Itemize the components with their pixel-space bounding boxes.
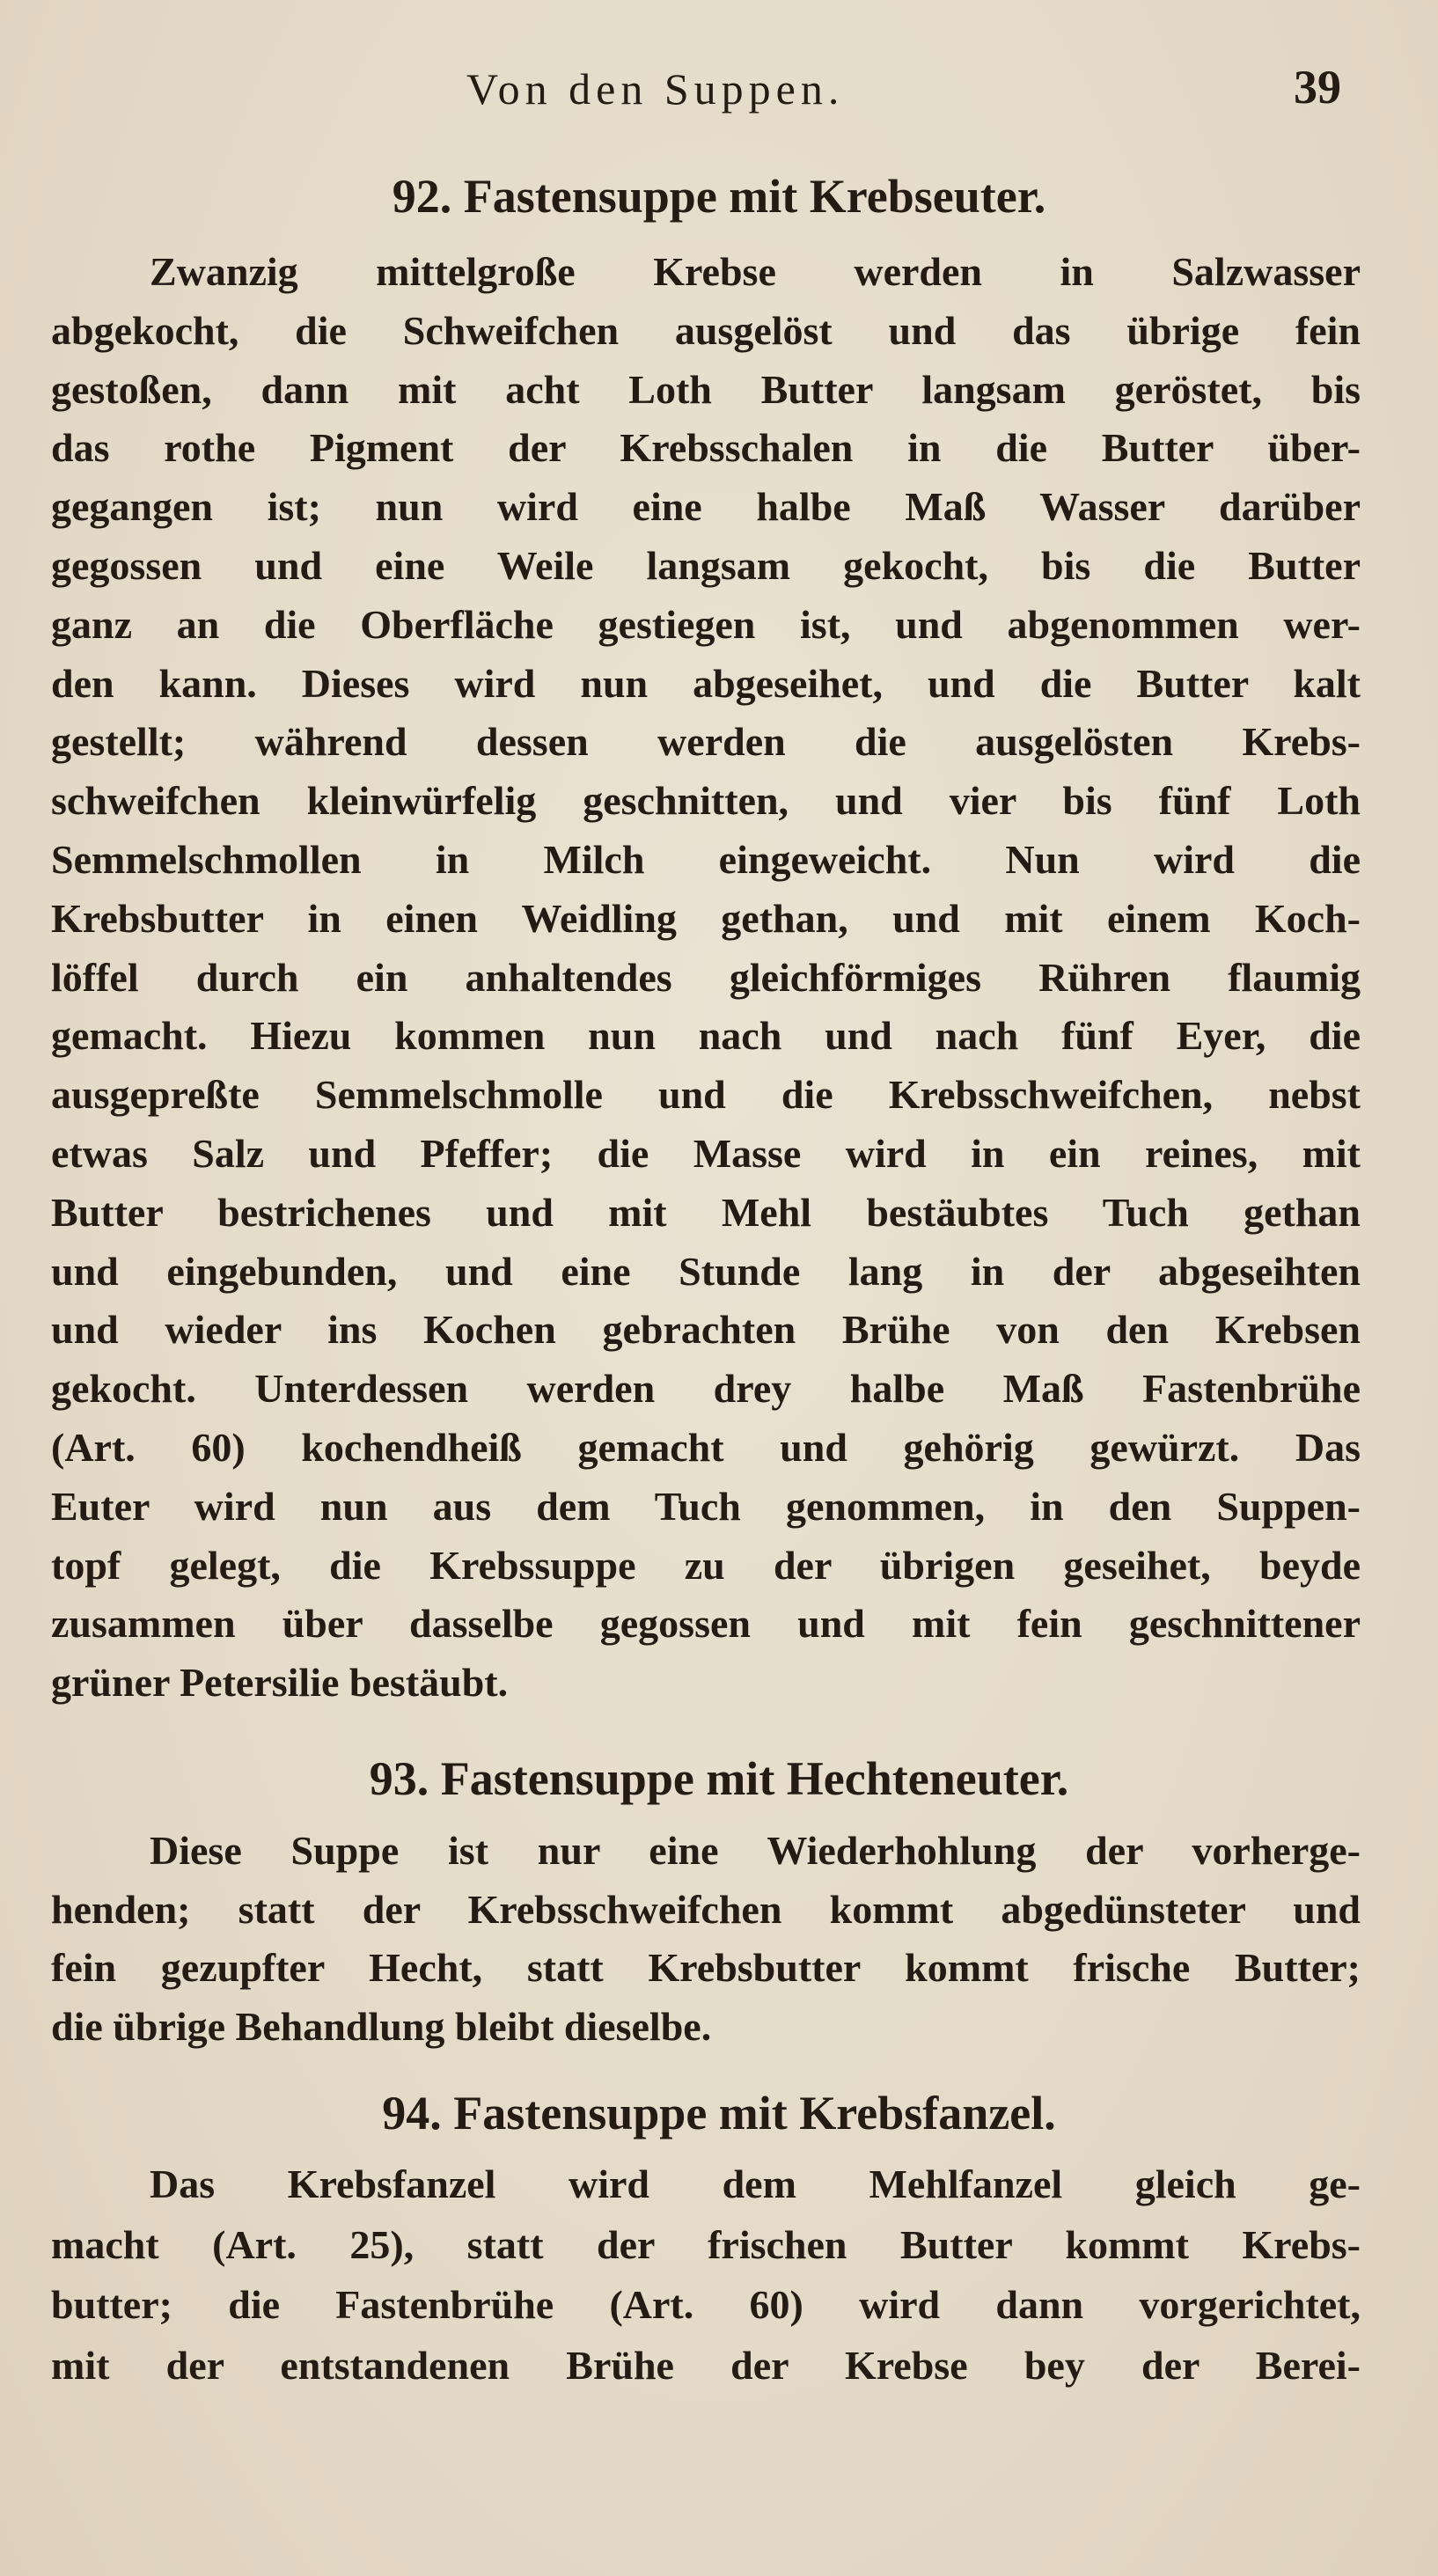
text-line: gegossen und eine Weile langsam gekocht, bis die Butter <box>51 543 1361 588</box>
text-line: macht (Art. 25), statt der frischen Butter kommt Krebs- <box>51 2221 1361 2267</box>
section-heading: 92. Fastensuppe mit Krebseuter. <box>392 170 1046 223</box>
text-line: ganz an die Oberfläche gestiegen ist, und abgenommen wer- <box>51 601 1361 647</box>
text-line: (Art. 60) kochendheiß gemacht und gehörig gewürzt. Das <box>51 1425 1361 1470</box>
text-line: den kann. Dieses wird nun abgeseihet, und die Butter kalt <box>51 660 1361 706</box>
text-line: die übrige Behandlung bleibt dieselbe. <box>51 2003 712 2049</box>
text-line: gestoßen, dann mit acht Loth Butter langsam geröstet, bis <box>51 366 1361 412</box>
text-line: Krebsbutter in einen Weidling gethan, und mit einem Koch- <box>51 895 1361 941</box>
text-line: und wieder ins Kochen gebrachten Brühe von den Krebsen <box>51 1307 1361 1353</box>
text-line: grüner Petersilie bestäubt. <box>51 1660 509 1706</box>
running-head <box>0 63 1438 120</box>
text-line: löffel durch ein anhaltendes gleichförmiges Rühren flaumig <box>51 954 1361 1000</box>
text-line: topf gelegt, die Krebssuppe zu der übrigen geseihet, beyde <box>51 1542 1361 1588</box>
text-line: etwas Salz und Pfeffer; die Masse wird in ein reines, mit <box>51 1131 1361 1176</box>
text-line: fein gezupfter Hecht, statt Krebsbutter kommt frische Butter; <box>51 1945 1361 1990</box>
text-line: gekocht. Unterdessen werden drey halbe Maß Fastenbrühe <box>51 1366 1361 1412</box>
text-line: henden; statt der Krebsschweifchen kommt abgedünsteter und <box>51 1886 1361 1932</box>
text-line: ausgepreßte Semmelschmolle und die Krebsschweifchen, nebst <box>51 1072 1361 1118</box>
text-line: gegangen ist; nun wird eine halbe Maß Wasser darüber <box>51 484 1361 530</box>
text-line: Diese Suppe ist nur eine Wiederhohlung der vorherge- <box>150 1828 1361 1873</box>
text-line: gemacht. Hiezu kommen nun nach und nach fünf Eyer, die <box>51 1013 1361 1059</box>
text-line: zusammen über dasselbe gegossen und mit fein geschnittener <box>51 1601 1361 1647</box>
text-line: Semmelschmollen in Milch eingeweicht. Nun wird die <box>51 837 1361 882</box>
text-line: und eingebunden, und eine Stunde lang in der abgeseihten <box>51 1248 1361 1294</box>
text-line: das rothe Pigment der Krebsschalen in die Butter über- <box>51 425 1361 471</box>
text-line: gestellt; während dessen werden die ausgelösten Krebs- <box>51 719 1361 765</box>
text-line: Zwanzig mittelgroße Krebse werden in Salzwasser <box>150 249 1361 294</box>
text-line: abgekocht, die Schweifchen ausgelöst und das übrige fein <box>51 307 1361 353</box>
running-head-title: Von den Suppen. <box>466 64 845 114</box>
text-line: Euter wird nun aus dem Tuch genommen, in den Suppen- <box>51 1483 1361 1529</box>
text-line: Das Krebsfanzel wird dem Mehlfanzel gleich ge- <box>150 2161 1361 2206</box>
text-line: butter; die Fastenbrühe (Art. 60) wird dann vorgerichtet, <box>51 2282 1361 2327</box>
section-heading: 93. Fastensuppe mit Hechteneuter. <box>369 1752 1069 1805</box>
section-heading: 94. Fastensuppe mit Krebsfanzel. <box>382 2087 1056 2139</box>
text-line: schweifchen kleinwürfelig geschnitten, und vier bis fünf Loth <box>51 778 1361 824</box>
text-line: Butter bestrichenes und mit Mehl bestäubtes Tuch gethan <box>51 1189 1361 1235</box>
page-number: 39 <box>1294 61 1341 114</box>
text-line: mit der entstandenen Brühe der Krebse bey der Berei- <box>51 2342 1361 2388</box>
